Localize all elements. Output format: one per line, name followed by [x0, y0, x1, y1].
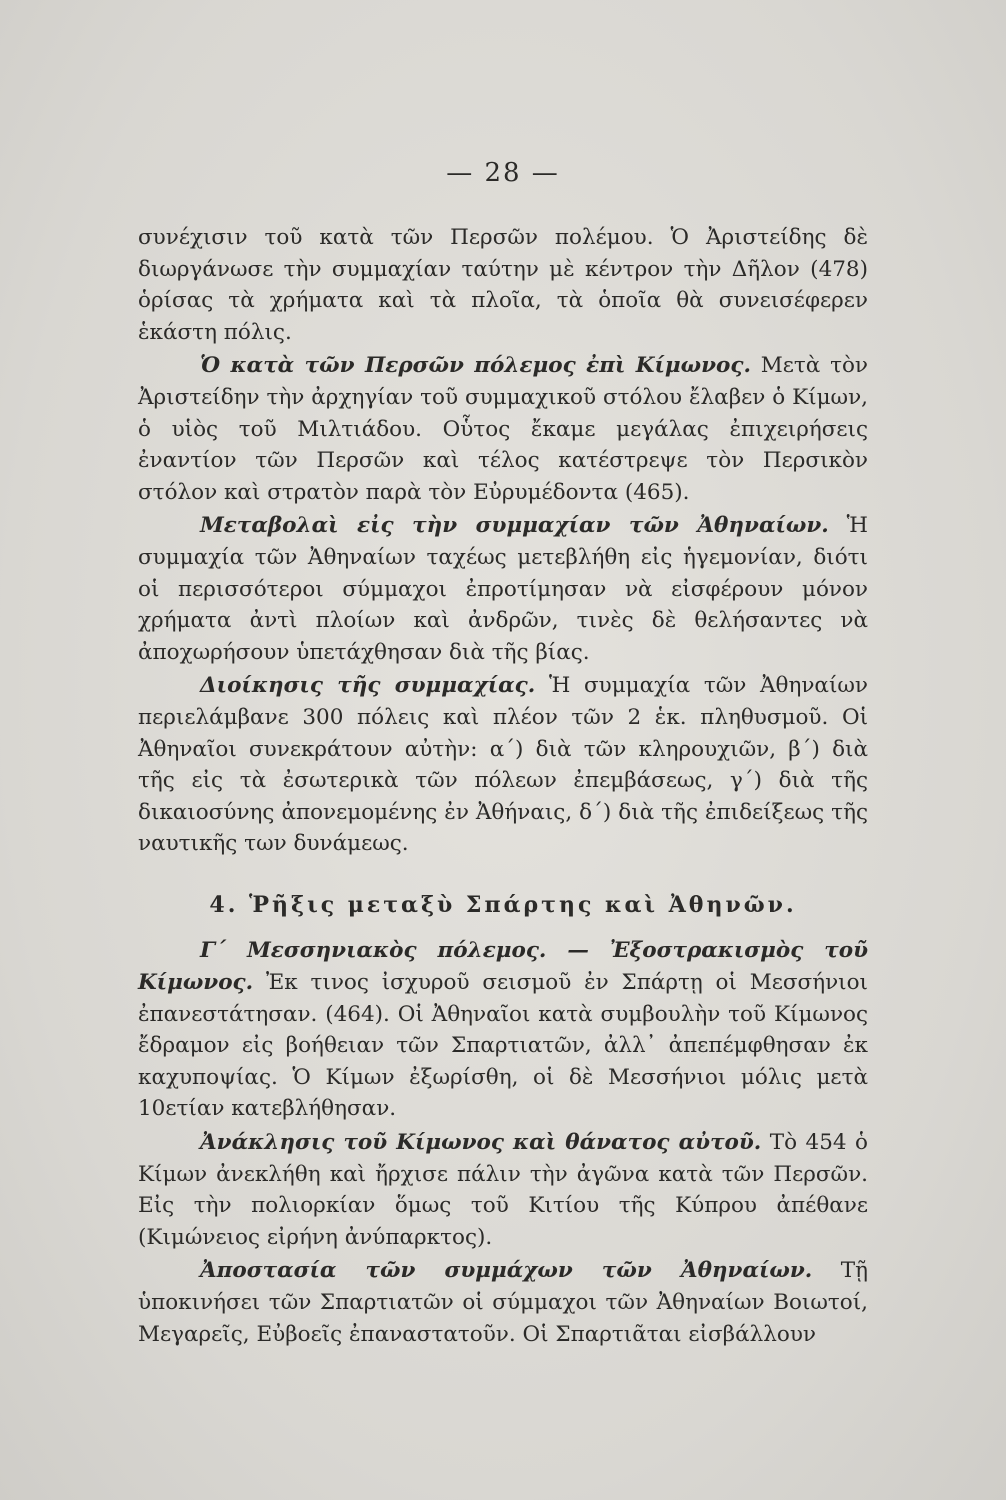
paragraph-kimon-recall	[138, 1127, 868, 1253]
paragraph-text: Ἡ συμμαχία τῶν Ἀθηναίων περιελάμβανε 300 πόλεις καὶ πλέον τῶν 2 ἑκ. πληθυσμοῦ. Οἱ Ἀθηναῖοι συνεκράτουν αὐτὴν: α΄) διὰ τῶν κληρουχιῶν, β΄) διὰ τῆς εἰς τὰ ἐσωτερικὰ τῶν πόλεων ἐπεμβάσεως, γ΄) διὰ τῆς δικαιοσύνης ἀπονεμομένης ἐν Ἀθήναις, δ΄) διὰ τῆς ἐπιδείξεως τῆς ναυτικῆς των δυνάμεως.	[138, 673, 868, 857]
paragraph-text: Ἐκ τινος ἰσχυροῦ σεισμοῦ ἐν Σπάρτῃ οἱ Μεσσήνιοι ἐπανεστάτησαν. (464). Οἱ Ἀθηναῖοι κατὰ συμβουλὴν τοῦ Κίμωνος ἔδραμον εἰς βοήθειαν τῶν Σπαρτιατῶν, ἀλλ᾽ ἀπεπέμφθησαν ἐκ καχυποψίας. Ὁ Κίμων ἐξωρίσθη, οἱ δὲ Μεσσήνιοι μόλις μετὰ 10ετίαν κατεβλήθησαν.	[138, 970, 868, 1122]
paragraph-heading: Ὁ κατὰ τῶν Περσῶν πόλεμος ἐπὶ Κίμωνος.	[200, 353, 751, 379]
paragraph-heading: Ἀποστασία τῶν συμμάχων τῶν Ἀθηναίων.	[200, 1258, 813, 1284]
paragraph-messenian-war	[138, 935, 868, 1125]
paragraph-persian-war	[138, 350, 868, 508]
paragraph-text: Μετὰ τὸν Ἀριστείδην τὴν ἀρχηγίαν τοῦ συμμαχικοῦ στόλου ἔλαβεν ὁ Κίμων, ὁ υἱὸς τοῦ Μιλτιάδου. Οὗτος ἔκαμε μεγάλας ἐπιχειρήσεις ἐναντίον τῶν Περσῶν καὶ τέλος κατέστρεψε τὸν Περσικὸν στόλον καὶ στρατὸν παρὰ τὸν Εὐρυμέδοντα (465).	[138, 353, 868, 505]
paragraph-text: Τὸ 454 ὁ Κίμων ἀνεκλήθη καὶ ἤρχισε πάλιν τὴν ἀγῶνα κατὰ τῶν Περσῶν. Εἰς τὴν πολιορκίαν ὅμως τοῦ Κιτίου τῆς Κύπρου ἀπέθανε (Κιμώνειος εἰρήνη ἀνύπαρκτος).	[138, 1130, 868, 1250]
paragraph-heading: Ἀνάκλησις τοῦ Κίμωνος καὶ θάνατος αὐτοῦ.	[200, 1130, 762, 1156]
paragraph-heading: Διοίκησις τῆς συμμαχίας.	[200, 673, 536, 699]
paragraph-text: Ἡ συμμαχία τῶν Ἀθηναίων ταχέως μετεβλήθη εἰς ἡγεμονίαν, διότι οἱ περισσότεροι σύμμαχοι ἐπροτίμησαν νὰ εἰσφέρουν μόνον χρήματα ἀντὶ πλοίων καὶ ἀνδρῶν, τινὲς δὲ θελήσαντες νὰ ἀποχωρήσουν ὑπετάχθησαν διὰ τῆς βίας.	[138, 513, 868, 665]
page-number: — 28 —	[446, 158, 560, 188]
paragraph-allies-revolt	[138, 1255, 868, 1350]
paragraph-continuation	[138, 222, 868, 348]
paragraph-text: Τῇ ὑποκινήσει τῶν Σπαρτιατῶν οἱ σύμμαχοι τῶν Ἀθηναίων Βοιωτοί, Μεγαρεῖς, Εὐβοεῖς ἐπαναστατοῦν. Οἱ Σπαρτιᾶται εἰσβάλλουν	[138, 1258, 868, 1347]
paragraph-text: συνέχισιν τοῦ κατὰ τῶν Περσῶν πολέμου. Ὁ Ἀριστείδης δὲ διωργάνωσε τὴν συμμαχίαν ταύτην μὲ κέντρον τὴν Δῆλον (478) ὁρίσας τὰ χρήματα καὶ τὰ πλοῖα, τὰ ὁποῖα θὰ συνεισέφερεν ἑκάστη πόλις.	[138, 225, 868, 345]
page-body	[138, 222, 868, 1352]
paragraph-heading: Μεταβολαὶ εἰς τὴν συμμαχίαν τῶν Ἀθηναίων.	[200, 513, 829, 539]
paragraph-heading: Γ΄ Μεσσηνιακὸς πόλεμος. — Ἐξοστρακισμὸς τοῦ Κίμωνος.	[138, 938, 868, 996]
section-title: 4. Ῥῆξις μεταξὺ Σπάρτης καὶ Ἀθηνῶν.	[209, 891, 797, 918]
paragraph-alliance-changes	[138, 510, 868, 668]
paragraph-alliance-administration	[138, 670, 868, 860]
